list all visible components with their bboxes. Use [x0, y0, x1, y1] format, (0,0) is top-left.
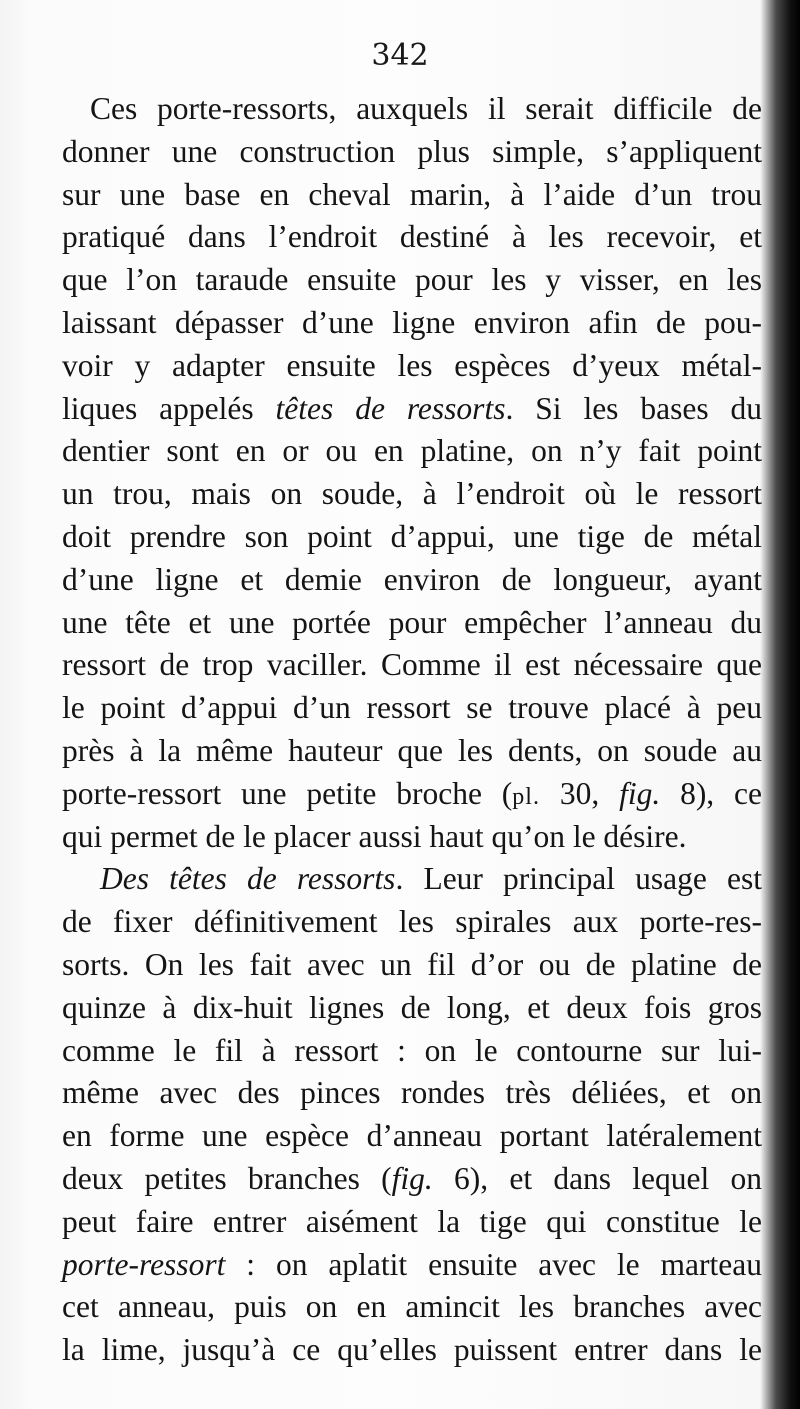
page-number: 342: [371, 38, 429, 73]
figure-abbrev: fig.: [391, 1160, 433, 1196]
italic-term: porte-ressort: [62, 1246, 226, 1282]
text-line: voir y adapter ensuite les espèces d’yeux métal-: [62, 347, 762, 383]
text-line: sorts. On les fait avec un fil d’or ou de platine de: [62, 946, 762, 982]
text-line: que l’on taraude ensuite pour les y visser, en les: [62, 262, 762, 298]
text-line: quinze à dix-huit lignes de long, et deux fois gros: [62, 989, 762, 1025]
text-line: Des têtes de ressorts. Leur principal usage est: [100, 861, 762, 897]
text-line: Ces porte-ressorts, auxquels il serait difficile de: [90, 91, 762, 126]
figure-abbrev: fig.: [619, 775, 661, 811]
text-line: laissant dépasser d’une ligne environ afin de pou-: [62, 304, 762, 340]
text-line: doit prendre son point d’appui, une tige de métal: [62, 518, 762, 554]
text-line: d’une ligne et demie environ de longueur, ayant: [62, 561, 762, 597]
text-line: une tête et une portée pour empêcher l’anneau du: [62, 604, 762, 640]
text-line: la lime, jusqu’à ce qu’elles puissent entrer dans le: [62, 1332, 762, 1368]
text-line: de fixer définitivement les spirales aux porte-res-: [62, 904, 762, 940]
italic-term: têtes de ressorts: [275, 390, 506, 426]
text-line: deux petites branches (fig. 6), et dans lequel on: [62, 1160, 762, 1196]
body-text: [62, 88, 762, 1372]
text-line: près à la même hauteur que les dents, on soude au: [62, 732, 762, 768]
text-line: un trou, mais on soude, à l’endroit où le ressort: [62, 476, 762, 512]
text-line: peut faire entrer aisément la tige qui constitue le: [62, 1203, 762, 1239]
text-line: qui permet de le placer aussi haut qu’on le désire.: [62, 818, 687, 854]
text-line: ressort de trop vaciller. Comme il est nécessaire que: [62, 647, 762, 683]
text-line: comme le fil à ressort : on le contourne sur lui-: [62, 1032, 762, 1068]
text-line: liques appelés têtes de ressorts. Si les bases du: [62, 390, 762, 426]
text-line: le point d’appui d’un ressort se trouve placé à peu: [62, 690, 762, 726]
text-line: porte-ressort une petite broche (pl. 30, fig. 8), ce: [62, 775, 763, 811]
plate-abbrev: pl.: [512, 783, 540, 810]
text-line: dentier sont en or ou en platine, on n’y fait point: [62, 433, 762, 469]
section-heading: Des têtes de ressorts: [100, 861, 396, 897]
text-line: pratiqué dans l’endroit destiné à les recevoir, et: [62, 219, 762, 255]
text-line: sur une base en cheval marin, à l’aide d’un trou: [62, 176, 762, 212]
text-line: en forme une espèce d’anneau portant latéralement: [62, 1118, 762, 1154]
text-line: porte-ressort : on aplatit ensuite avec le marteau: [62, 1246, 762, 1282]
text-line: cet anneau, puis on en amincit les branches avec: [62, 1289, 762, 1325]
text-line: donner une construction plus simple, s’appliquent: [62, 133, 762, 169]
text-line: même avec des pinces rondes très déliées, et on: [62, 1075, 762, 1111]
